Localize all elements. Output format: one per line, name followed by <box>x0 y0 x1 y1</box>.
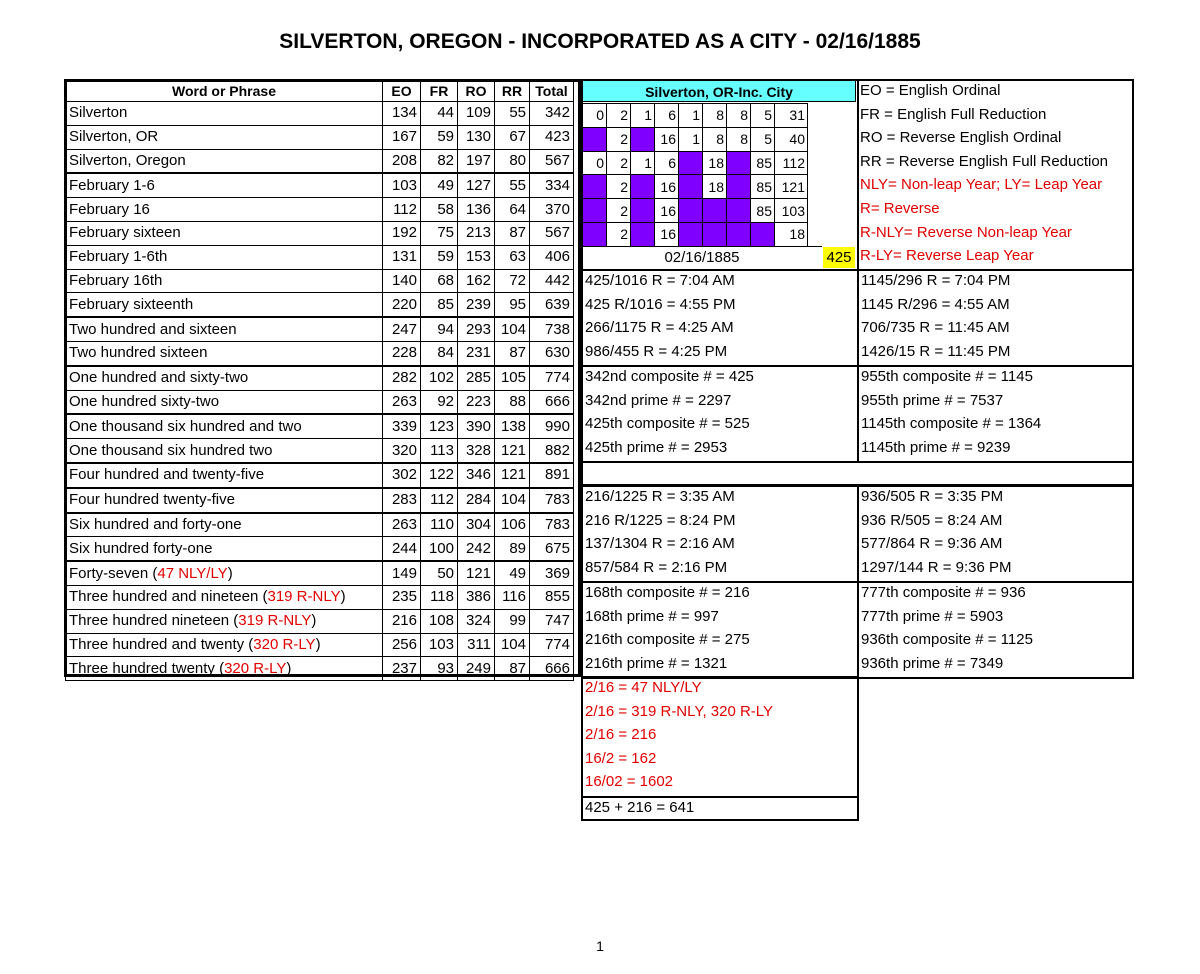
row-t: 370 <box>530 198 574 222</box>
calendar-header: Silverton, OR-Inc. City <box>582 80 856 102</box>
row-rr: 55 <box>495 173 530 197</box>
row-fr: 82 <box>421 149 458 173</box>
table-row <box>66 366 574 390</box>
calendar-cell: 8 <box>727 104 751 128</box>
table-row <box>66 609 574 633</box>
row-word: Two hundred and sixteen <box>66 317 383 341</box>
table-row <box>66 390 574 414</box>
row-t: 666 <box>530 390 574 414</box>
legend-item: FR = English Full Reduction <box>860 105 1047 123</box>
row-rr: 87 <box>495 221 530 245</box>
row-fr: 44 <box>421 102 458 126</box>
calendar-cell: 8 <box>727 127 751 151</box>
row-ro: 213 <box>458 221 495 245</box>
table-row <box>66 439 574 463</box>
block-line: 857/584 R = 2:16 PM <box>585 558 728 576</box>
table-row <box>66 513 574 537</box>
calendar-cell: 40 <box>775 127 808 151</box>
legend-item: EO = English Ordinal <box>860 82 1001 99</box>
row-rr: 80 <box>495 149 530 173</box>
block-line: 216/1225 R = 3:35 AM <box>585 488 735 505</box>
block-line: 137/1304 R = 2:16 AM <box>585 535 735 553</box>
row-fr: 113 <box>421 439 458 463</box>
calendar-cell: 8 <box>703 127 727 151</box>
row-fr: 123 <box>421 414 458 438</box>
row-t: 442 <box>530 269 574 293</box>
mid-blocks <box>582 582 750 676</box>
header-total: Total <box>530 81 574 102</box>
row-ro: 127 <box>458 173 495 197</box>
calendar-cell: 1 <box>679 104 703 128</box>
block-line: 777th prime # = 5903 <box>861 607 1004 625</box>
row-rr: 121 <box>495 439 530 463</box>
bottom-note: 2/16 = 216 <box>585 726 657 744</box>
row-rr: 55 <box>495 102 530 126</box>
block-line: 342nd composite # = 425 <box>585 368 754 385</box>
row-eo: 228 <box>383 341 421 365</box>
calendar-cell: 1 <box>631 104 655 128</box>
block-line: 1145 R/296 = 4:55 AM <box>861 295 1010 313</box>
row-word: Two hundred sixteen <box>66 341 383 365</box>
row-rr: 95 <box>495 293 530 317</box>
block-line: 216 R/1225 = 8:24 PM <box>585 511 736 529</box>
row-ro: 346 <box>458 463 495 488</box>
row-word: February 16 <box>66 198 383 222</box>
header-fr: FR <box>421 81 458 102</box>
table-row <box>66 173 574 197</box>
row-ro: 109 <box>458 102 495 126</box>
row-ro: 284 <box>458 488 495 513</box>
gematria-table <box>65 80 574 681</box>
row-eo: 235 <box>383 585 421 609</box>
row-eo: 192 <box>383 221 421 245</box>
row-eo: 112 <box>383 198 421 222</box>
calendar-cell: 1 <box>679 127 703 151</box>
legend-item: RO = Reverse English Ordinal <box>860 129 1062 147</box>
row-t: 882 <box>530 439 574 463</box>
row-fr: 49 <box>421 173 458 197</box>
bottom-note: 16/02 = 1602 <box>585 773 674 791</box>
row-ro: 293 <box>458 317 495 341</box>
block-line: 1145th prime # = 9239 <box>861 438 1011 456</box>
calendar-cell: 6 <box>655 104 679 128</box>
row-word: February sixteenth <box>66 293 383 317</box>
row-rr: 89 <box>495 537 530 561</box>
row-eo: 263 <box>383 513 421 537</box>
calendar-cell: 31 <box>775 104 808 128</box>
row-t: 891 <box>530 463 574 488</box>
row-t: 423 <box>530 125 574 149</box>
table-row <box>66 488 574 513</box>
calendar-cell: 8 <box>703 104 727 128</box>
calendar-cell: 121 <box>775 175 808 199</box>
row-eo: 220 <box>383 293 421 317</box>
row-ro: 162 <box>458 269 495 293</box>
row-eo: 302 <box>383 463 421 488</box>
row-word: Silverton, Oregon <box>66 149 383 173</box>
block-line: 936 R/505 = 8:24 AM <box>861 511 1003 529</box>
row-t: 567 <box>530 221 574 245</box>
row-t: 406 <box>530 245 574 269</box>
row-word: Forty-seven (47 NLY/LY) <box>66 561 383 585</box>
legend-item: RR = Reverse English Full Reduction <box>860 152 1109 170</box>
row-fr: 112 <box>421 488 458 513</box>
block-line: 936th composite # = 1125 <box>861 631 1033 649</box>
row-rr: 105 <box>495 366 530 390</box>
row-word: February 1-6 <box>66 173 383 197</box>
calendar-cell: 18 <box>775 222 808 246</box>
row-word: One thousand six hundred two <box>66 439 383 463</box>
calendar-cell: 2 <box>607 127 631 151</box>
table-row <box>66 537 574 561</box>
row-fr: 59 <box>421 245 458 269</box>
block-line: 936th prime # = 7349 <box>861 654 1004 672</box>
row-t: 990 <box>530 414 574 438</box>
row-word: Three hundred twenty (320 R-LY) <box>66 657 383 681</box>
row-eo: 103 <box>383 173 421 197</box>
bottom-note: 2/16 = 319 R-NLY, 320 R-LY <box>585 702 774 720</box>
row-ro: 386 <box>458 585 495 609</box>
calendar-cell: 85 <box>751 175 775 199</box>
row-word: Silverton <box>66 102 383 126</box>
row-word: Three hundred and twenty (320 R-LY) <box>66 633 383 657</box>
row-fr: 118 <box>421 585 458 609</box>
table-row <box>66 585 574 609</box>
row-ro: 223 <box>458 390 495 414</box>
table-row <box>66 414 574 438</box>
bottom-note: 2/16 = 47 NLY/LY <box>585 679 702 696</box>
bottom-note: 16/2 = 162 <box>585 749 657 767</box>
row-rr: 63 <box>495 245 530 269</box>
row-fr: 68 <box>421 269 458 293</box>
header-eo: EO <box>383 81 421 102</box>
row-fr: 84 <box>421 341 458 365</box>
header-word: Word or Phrase <box>66 81 383 102</box>
right-blocks <box>858 582 1033 676</box>
row-ro: 242 <box>458 537 495 561</box>
calendar-cell: 2 <box>607 222 631 246</box>
row-eo: 282 <box>383 366 421 390</box>
page-title: SILVERTON, OREGON - INCORPORATED AS A CITY - 02/16/1885 <box>279 30 921 53</box>
legend-item: R-LY= Reverse Leap Year <box>860 247 1034 265</box>
row-ro: 130 <box>458 125 495 149</box>
row-t: 783 <box>530 513 574 537</box>
block-line: 425 R/1016 = 4:55 PM <box>585 295 736 313</box>
header-ro: RO <box>458 81 495 102</box>
table-row <box>66 317 574 341</box>
block-line: 1145/296 R = 7:04 PM <box>861 272 1011 289</box>
block-line: 1297/144 R = 9:36 PM <box>861 558 1012 576</box>
row-ro: 136 <box>458 198 495 222</box>
block-line: 986/455 R = 4:25 PM <box>585 342 728 360</box>
block-line: 936/505 R = 3:35 PM <box>861 488 1004 505</box>
calendar-cell: 112 <box>775 151 808 175</box>
page-number: 1 <box>596 938 604 954</box>
block-line: 777th composite # = 936 <box>861 584 1026 601</box>
row-t: 666 <box>530 657 574 681</box>
row-fr: 110 <box>421 513 458 537</box>
block-line: 216th prime # = 1321 <box>585 654 728 672</box>
calendar-cell: 85 <box>751 199 775 223</box>
row-rr: 104 <box>495 488 530 513</box>
row-fr: 93 <box>421 657 458 681</box>
calendar-cell: 1 <box>631 151 655 175</box>
block-line: 425th composite # = 525 <box>585 415 750 433</box>
row-fr: 75 <box>421 221 458 245</box>
row-t: 738 <box>530 317 574 341</box>
mid-blocks <box>582 486 736 580</box>
row-eo: 263 <box>383 390 421 414</box>
table-row <box>66 102 574 126</box>
row-ro: 285 <box>458 366 495 390</box>
table-row <box>66 341 574 365</box>
table-row <box>66 221 574 245</box>
calendar-total: 425 <box>823 247 855 268</box>
calendar-cell: 16 <box>655 199 679 223</box>
calendar-cell: 2 <box>607 151 631 175</box>
row-word: Three hundred nineteen (319 R-NLY) <box>66 609 383 633</box>
row-ro: 153 <box>458 245 495 269</box>
row-word: One thousand six hundred and two <box>66 414 383 438</box>
row-t: 639 <box>530 293 574 317</box>
row-fr: 85 <box>421 293 458 317</box>
row-fr: 103 <box>421 633 458 657</box>
row-ro: 231 <box>458 341 495 365</box>
calendar-cell: 16 <box>655 222 679 246</box>
row-t: 675 <box>530 537 574 561</box>
row-ro: 390 <box>458 414 495 438</box>
row-eo: 140 <box>383 269 421 293</box>
row-eo: 237 <box>383 657 421 681</box>
calendar-cell: 6 <box>655 151 679 175</box>
block-line: 425/1016 R = 7:04 AM <box>585 272 735 289</box>
row-eo: 339 <box>383 414 421 438</box>
row-rr: 121 <box>495 463 530 488</box>
bottom-sum: 425 + 216 = 641 <box>585 799 695 816</box>
row-rr: 99 <box>495 609 530 633</box>
row-fr: 122 <box>421 463 458 488</box>
row-eo: 149 <box>383 561 421 585</box>
row-word: February 1-6th <box>66 245 383 269</box>
row-eo: 134 <box>383 102 421 126</box>
row-rr: 138 <box>495 414 530 438</box>
row-ro: 249 <box>458 657 495 681</box>
table-row <box>66 463 574 488</box>
block-line: 1145th composite # = 1364 <box>861 415 1042 433</box>
row-rr: 104 <box>495 317 530 341</box>
block-line: 706/735 R = 11:45 AM <box>861 319 1010 337</box>
row-word: One hundred sixty-two <box>66 390 383 414</box>
row-fr: 59 <box>421 125 458 149</box>
block-line: 342nd prime # = 2297 <box>585 391 732 409</box>
block-line: 955th prime # = 7537 <box>861 391 1004 409</box>
row-word: Three hundred and nineteen (319 R-NLY) <box>66 585 383 609</box>
row-rr: 116 <box>495 585 530 609</box>
row-fr: 50 <box>421 561 458 585</box>
row-t: 855 <box>530 585 574 609</box>
row-fr: 92 <box>421 390 458 414</box>
calendar-cell: 5 <box>751 104 775 128</box>
row-rr: 87 <box>495 657 530 681</box>
block-line: 168th prime # = 997 <box>585 607 719 625</box>
row-ro: 197 <box>458 149 495 173</box>
row-eo: 208 <box>383 149 421 173</box>
row-word: February sixteen <box>66 221 383 245</box>
legend-item: R= Reverse <box>860 199 940 217</box>
block-line: 955th composite # = 1145 <box>861 368 1033 385</box>
calendar-cell: 5 <box>751 127 775 151</box>
row-ro: 304 <box>458 513 495 537</box>
mid-blocks <box>582 270 736 364</box>
row-t: 774 <box>530 366 574 390</box>
row-rr: 72 <box>495 269 530 293</box>
row-rr: 88 <box>495 390 530 414</box>
block-line: 1426/15 R = 11:45 PM <box>861 342 1011 360</box>
row-eo: 167 <box>383 125 421 149</box>
row-t: 369 <box>530 561 574 585</box>
legend-item: R-NLY= Reverse Non-leap Year <box>860 223 1072 241</box>
right-blocks <box>858 270 1010 364</box>
row-rr: 104 <box>495 633 530 657</box>
block-line: 168th composite # = 216 <box>585 584 750 601</box>
calendar-date: 02/16/1885 <box>582 246 822 269</box>
row-eo: 216 <box>383 609 421 633</box>
table-row <box>66 245 574 269</box>
mid-blocks <box>582 366 754 460</box>
row-ro: 239 <box>458 293 495 317</box>
row-eo: 247 <box>383 317 421 341</box>
row-fr: 102 <box>421 366 458 390</box>
row-eo: 244 <box>383 537 421 561</box>
row-rr: 87 <box>495 341 530 365</box>
calendar-cell: 18 <box>703 175 727 199</box>
row-ro: 121 <box>458 561 495 585</box>
table-row <box>66 293 574 317</box>
table-row <box>66 198 574 222</box>
row-word: Four hundred twenty-five <box>66 488 383 513</box>
row-t: 567 <box>530 149 574 173</box>
row-t: 630 <box>530 341 574 365</box>
calendar-cell: 2 <box>607 199 631 223</box>
row-eo: 283 <box>383 488 421 513</box>
calendar-cell: 16 <box>655 175 679 199</box>
row-t: 783 <box>530 488 574 513</box>
row-word: February 16th <box>66 269 383 293</box>
row-eo: 320 <box>383 439 421 463</box>
calendar-cell: 85 <box>751 151 775 175</box>
row-eo: 256 <box>383 633 421 657</box>
right-blocks <box>858 486 1012 580</box>
row-rr: 67 <box>495 125 530 149</box>
block-line: 216th composite # = 275 <box>585 631 750 649</box>
row-fr: 108 <box>421 609 458 633</box>
calendar-cell: 18 <box>703 151 727 175</box>
table-row <box>66 657 574 681</box>
row-fr: 58 <box>421 198 458 222</box>
row-t: 334 <box>530 173 574 197</box>
block-line: 425th prime # = 2953 <box>585 438 728 456</box>
row-t: 342 <box>530 102 574 126</box>
row-word: One hundred and sixty-two <box>66 366 383 390</box>
row-ro: 324 <box>458 609 495 633</box>
calendar-cell: 0 <box>583 104 607 128</box>
table-row <box>66 633 574 657</box>
row-ro: 311 <box>458 633 495 657</box>
table-row <box>66 149 574 173</box>
row-eo: 131 <box>383 245 421 269</box>
row-word: Six hundred and forty-one <box>66 513 383 537</box>
block-line: 577/864 R = 9:36 AM <box>861 535 1003 553</box>
row-fr: 100 <box>421 537 458 561</box>
row-ro: 328 <box>458 439 495 463</box>
table-row <box>66 269 574 293</box>
row-word: Six hundred forty-one <box>66 537 383 561</box>
right-blocks <box>858 366 1041 460</box>
calendar-cell: 2 <box>607 175 631 199</box>
row-rr: 49 <box>495 561 530 585</box>
row-word: Four hundred and twenty-five <box>66 463 383 488</box>
row-fr: 94 <box>421 317 458 341</box>
calendar-cell: 103 <box>775 199 808 223</box>
calendar-cell: 2 <box>607 104 631 128</box>
row-rr: 64 <box>495 198 530 222</box>
table-row <box>66 125 574 149</box>
row-t: 747 <box>530 609 574 633</box>
row-word: Silverton, OR <box>66 125 383 149</box>
block-line: 266/1175 R = 4:25 AM <box>585 319 734 337</box>
header-rr: RR <box>495 81 530 102</box>
calendar-cell: 16 <box>655 127 679 151</box>
row-rr: 106 <box>495 513 530 537</box>
table-row <box>66 561 574 585</box>
legend-item: NLY= Non-leap Year; LY= Leap Year <box>860 176 1103 194</box>
row-t: 774 <box>530 633 574 657</box>
calendar-cell: 0 <box>583 151 607 175</box>
